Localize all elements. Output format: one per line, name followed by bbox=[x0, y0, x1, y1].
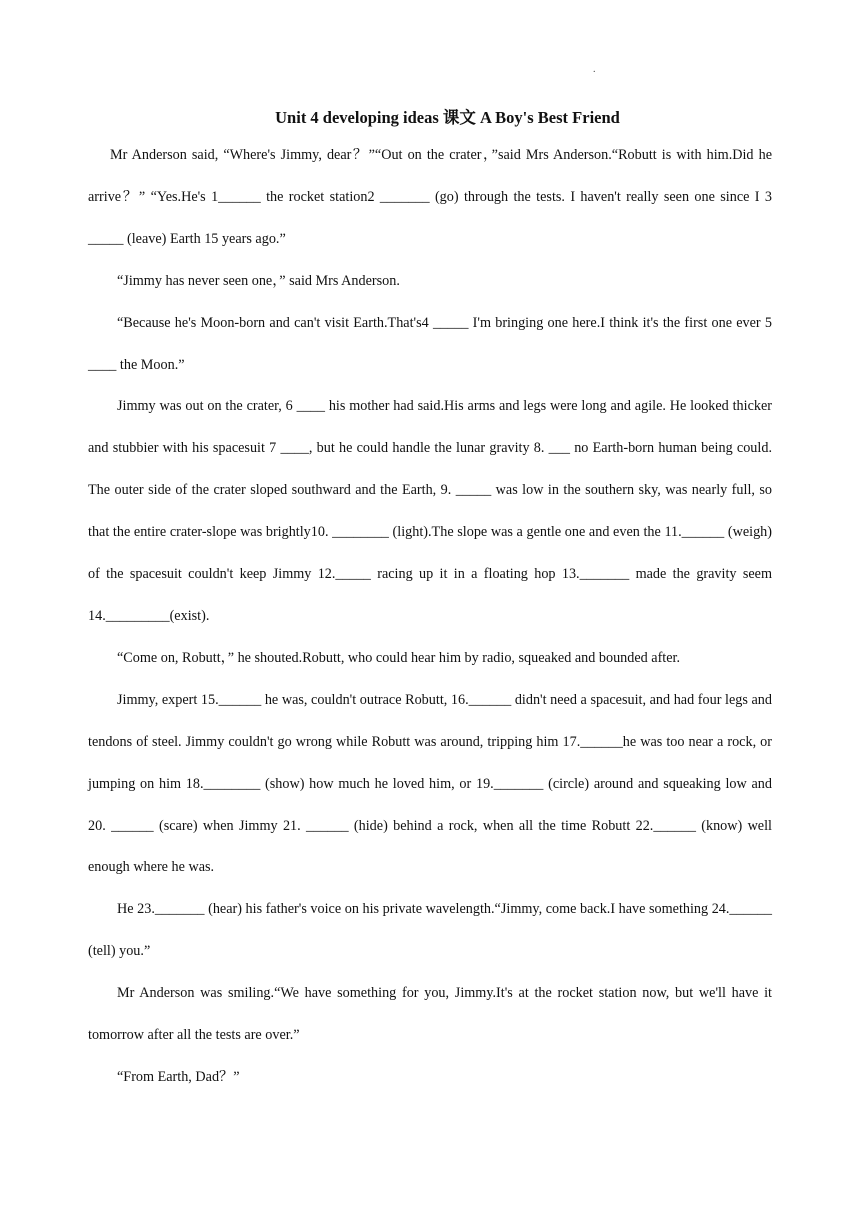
paragraph-5: “Come on, Robutt，” he shouted.Robutt, who could hear him by radio, squeaked and bounded after. bbox=[117, 649, 681, 666]
paragraph-1: Mr Anderson said, “Where's Jimmy, dear？”“Out on the crater，”said Mrs Anderson.“Robutt is with him.Did he arrive？” “Yes.He's 1______ the rocket station2 _______ (go) through the tests. I haven't really seen one since I 3 _____ (leave) Earth 15 years ago.” bbox=[88, 147, 772, 247]
paragraph-4: Jimmy was out on the crater, 6 ____ his mother had said.His arms and legs were long and agile. He looked thicker and stubbier with his spacesuit 7 ____, but he could handle the lunar gravity 8. ___ no Earth-born human being could. The outer side of the crater sloped southward and the Earth, 9. _____ was low in the southern sky, was nearly full, so that the entire crater-slope was brightly10. ________ (light).The slope was a gentle one and even the 11.______ (weigh) of the spacesuit couldn't keep Jimmy 12._____ racing up it in a floating hop 13._______ made the gravity seem 14._________(exist). bbox=[88, 398, 772, 624]
paragraph-7: He 23._______ (hear) his father's voice on his private wavelength.“Jimmy, come back.I have something 24.______ (tell) you.” bbox=[88, 901, 772, 960]
paragraph-8: Mr Anderson was smiling.“We have something for you, Jimmy.It's at the rocket station now, but we'll have it tomorrow after all the tests are over.” bbox=[88, 985, 772, 1044]
document-body bbox=[88, 135, 772, 1099]
paragraph-9: “From Earth, Dad？” bbox=[117, 1068, 240, 1085]
paragraph-2: “Jimmy has never seen one，” said Mrs Anderson. bbox=[117, 272, 400, 289]
header-mark: . bbox=[593, 64, 596, 75]
document-title: Unit 4 developing ideas 课文 A Boy's Best Friend bbox=[275, 108, 620, 127]
paragraph-6: Jimmy, expert 15.______ he was, couldn't outrace Robutt, 16.______ didn't need a spacesuit, and had four legs and tendons of steel. Jimmy couldn't go wrong while Robutt was around, tripping him 17.______he was too near a rock, or jumping on him 18.________ (show) how much he loved him, or 19._______ (circle) around and squeaking low and 20. ______ (scare) when Jimmy 21. ______ (hide) behind a rock, when all the time Robutt 22.______ (know) well enough where he was. bbox=[88, 691, 772, 876]
paragraph-3: “Because he's Moon-born and can't visit Earth.That's4 _____ I'm bringing one here.I think it's the first one ever 5 ____ the Moon.” bbox=[88, 314, 772, 373]
